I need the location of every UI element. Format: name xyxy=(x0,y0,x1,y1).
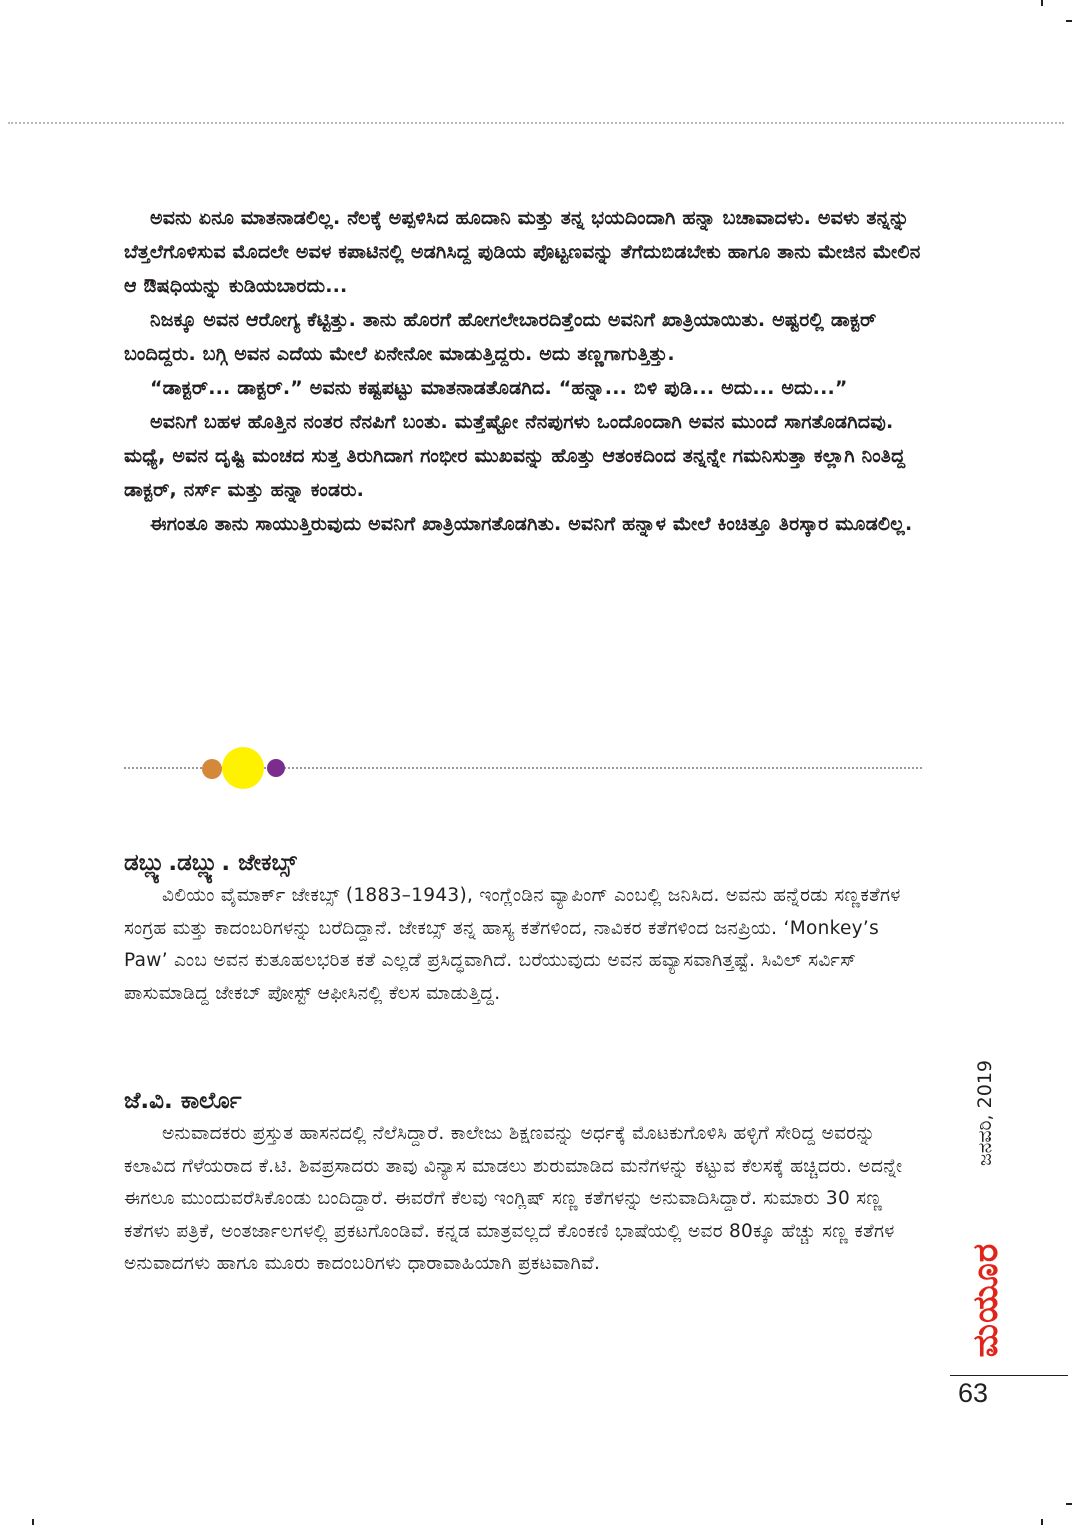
purple-dot xyxy=(267,759,285,777)
author-bio xyxy=(124,846,924,1010)
page-number: 63 xyxy=(958,1378,989,1408)
story-text xyxy=(124,201,924,541)
translator-bio-heading: ಜೆ.ವಿ. ಕಾರ್ಲೊ xyxy=(124,1088,242,1114)
translator-bio xyxy=(124,1084,924,1281)
orange-dot xyxy=(202,759,222,779)
crop-mark xyxy=(1066,1503,1072,1505)
section-divider xyxy=(124,745,922,791)
page-number-rule xyxy=(950,1375,1068,1376)
crop-mark xyxy=(1041,0,1043,6)
author-bio-text: ವಿಲಿಯಂ ವೈಮಾರ್ಕ್ ಜೇಕಬ್ಸ್ (1883–1943), ಇಂಗ್ಲೆಂಡಿನ ವ್ಯಾಪಿಂಗ್ ಎಂಬಲ್ಲಿ ಜನಿಸಿದ. ಅವನು ಹನ್ನೆರಡು ಸಣ್ಣಕತೆಗಳ ಸಂಗ್ರಹ ಮತ್ತು ಕಾದಂಬರಿಗಳನ್ನು ಬರೆದಿದ್ದಾನೆ. ಜೇಕಬ್ಸ್ ತನ್ನ ಹಾಸ್ಯ ಕತೆಗಳಿಂದ, ನಾವಿಕರ ಕತೆಗಳಿಂದ ಜನಪ್ರಿಯ. ‘Monkey’s Paw’ ಎಂಬ ಅವನ ಕುತೂಹಲಭರಿತ ಕತೆ ಎಲ್ಲಡೆ ಪ್ರಸಿದ್ಧವಾಗಿದೆ. ಬರೆಯುವುದು ಅವನ ಹವ್ಯಾಸವಾಗಿತ್ತಷ್ಟೆ. ಸಿವಿಲ್ ಸರ್ವಿಸ್ ಪಾಸುಮಾಡಿದ್ದ ಜೇಕಬ್ ಪೋಸ್ಟ್ ಆಫೀಸಿನಲ್ಲಿ ಕೆಲಸ ಮಾಡುತ್ತಿದ್ದ. xyxy=(124,885,901,1004)
yellow-dot xyxy=(222,747,264,789)
top-dotted-rule xyxy=(8,122,1064,124)
issue-date: ಜನವರಿ, 2019 xyxy=(974,1060,996,1166)
author-bio-heading: ಡಬ್ಲ್ಯು.ಡಬ್ಲ್ಯು. ಜೇಕಬ್ಸ್ xyxy=(124,850,297,876)
story-paragraph: ಈಗಂತೂ ತಾನು ಸಾಯುತ್ತಿರುವುದು ಅವನಿಗೆ ಖಾತ್ರಿಯಾಗತೊಡಗಿತು. ಅವನಿಗೆ ಹನ್ನಾಳ ಮೇಲೆ ಕಿಂಚಿತ್ತೂ ತಿರಸ್ಕಾರ ಮೂಡಲಿಲ್ಲ. xyxy=(150,513,913,535)
story-paragraph: ಅವನಿಗೆ ಬಹಳ ಹೊತ್ತಿನ ನಂತರ ನೆನಪಿಗೆ ಬಂತು. ಮತ್ತೆಷ್ಟೋ ನೆನಪುಗಳು ಒಂದೊಂದಾಗಿ ಅವನ ಮುಂದೆ ಸಾಗತೊಡಗಿದವು. ಮಧ್ಯೆ, ಅವನ ದೃಷ್ಟಿ ಮಂಚದ ಸುತ್ತ ತಿರುಗಿದಾಗ ಗಂಭೀರ ಮುಖವನ್ನು ಹೊತ್ತು ಆತಂಕದಿಂದ ತನ್ನನ್ನೇ ಗಮನಿಸುತ್ತಾ ಕಲ್ಲಾಗಿ ನಿಂತಿದ್ದ ಡಾಕ್ಟರ್, ನರ್ಸ್ ಮತ್ತು ಹನ್ನಾ ಕಂಡರು. xyxy=(124,411,906,501)
translator-bio-text: ಅನುವಾದಕರು ಪ್ರಸ್ತುತ ಹಾಸನದಲ್ಲಿ ನೆಲೆಸಿದ್ದಾರೆ. ಕಾಲೇಜು ಶಿಕ್ಷಣವನ್ನು ಅರ್ಧಕ್ಕೆ ಮೊಟಕುಗೊಳಿಸಿ ಹಳ್ಳಿಗೆ ಸೇರಿದ್ದ ಅವರನ್ನು ಕಲಾವಿದ ಗೆಳೆಯರಾದ ಕೆ.ಟಿ. ಶಿವಪ್ರಸಾದರು ತಾವು ವಿನ್ಯಾಸ ಮಾಡಲು ಶುರುಮಾಡಿದ ಮನೆಗಳನ್ನು ಕಟ್ಟುವ ಕೆಲಸಕ್ಕೆ ಹಚ್ಚಿದರು. ಅದನ್ನೇ ಈಗಲೂ ಮುಂದುವರೆಸಿಕೊಂಡು ಬಂದಿದ್ದಾರೆ. ಈವರೆಗೆ ಕೆಲವು ಇಂಗ್ಲಿಷ್ ಸಣ್ಣ ಕತೆಗಳನ್ನು ಅನುವಾದಿಸಿದ್ದಾರೆ. ಸುಮಾರು 30 ಸಣ್ಣ ಕತೆಗಳು ಪತ್ರಿಕೆ, ಅಂತರ್ಜಾಲಗಳಲ್ಲಿ ಪ್ರಕಟಗೊಂಡಿವೆ. ಕನ್ನಡ ಮಾತ್ರವಲ್ಲದೆ ಕೊಂಕಣಿ ಭಾಷೆಯಲ್ಲಿ ಅವರ 80ಕ್ಕೂ ಹೆಚ್ಚು ಸಣ್ಣ ಕತೆಗಳ ಅನುವಾದಗಳು ಹಾಗೂ ಮೂರು ಕಾದಂಬರಿಗಳು ಧಾರಾವಾಹಿಯಾಗಿ ಪ್ರಕಟವಾಗಿವೆ. xyxy=(124,1123,903,1274)
magazine-masthead: ಮಯೂರ xyxy=(966,1242,1006,1358)
story-paragraph: “ಡಾಕ್ಟರ್... ಡಾಕ್ಟರ್.” ಅವನು ಕಷ್ಟಪಟ್ಟು ಮಾತನಾಡತೊಡಗಿದ. “ಹನ್ನಾ... ಬಿಳಿ ಪುಡಿ... ಅದು... ಅದು...” xyxy=(150,377,848,399)
story-paragraph: ನಿಜಕ್ಕೂ ಅವನ ಆರೋಗ್ಯ ಕೆಟ್ಟಿತ್ತು. ತಾನು ಹೊರಗೆ ಹೋಗಲೇಬಾರದಿತ್ತೆಂದು ಅವನಿಗೆ ಖಾತ್ರಿಯಾಯಿತು. ಅಷ್ಟರಲ್ಲಿ ಡಾಕ್ಟರ್ ಬಂದಿದ್ದರು. ಬಗ್ಗಿ ಅವನ ಎದೆಯ ಮೇಲೆ ಏನೇನೋ ಮಾಡುತ್ತಿದ್ದರು. ಅದು ತಣ್ಣಗಾಗುತ್ತಿತ್ತು. xyxy=(124,309,877,365)
crop-mark xyxy=(1066,20,1072,22)
story-paragraph: ಅವನು ಏನೂ ಮಾತನಾಡಲಿಲ್ಲ. ನೆಲಕ್ಕೆ ಅಪ್ಪಳಿಸಿದ ಹೂದಾನಿ ಮತ್ತು ತನ್ನ ಭಯದಿಂದಾಗಿ ಹನ್ನಾ ಬಚಾವಾದಳು. ಅವಳು ತನ್ನನ್ನು ಬೆತ್ತಲೆಗೊಳಿಸುವ ಮೊದಲೇ ಅವಳ ಕಪಾಟಿನಲ್ಲಿ ಅಡಗಿಸಿದ್ದ ಪುಡಿಯ ಪೊಟ್ಟಣವನ್ನು ತೆಗೆದುಬಿಡಬೇಕು ಹಾಗೂ ತಾನು ಮೇಜಿನ ಮೇಲಿನ ಆ ಔಷಧಿಯನ್ನು ಕುಡಿಯಬಾರದು... xyxy=(124,207,921,297)
crop-mark xyxy=(32,1519,34,1525)
crop-mark xyxy=(1041,1519,1043,1525)
